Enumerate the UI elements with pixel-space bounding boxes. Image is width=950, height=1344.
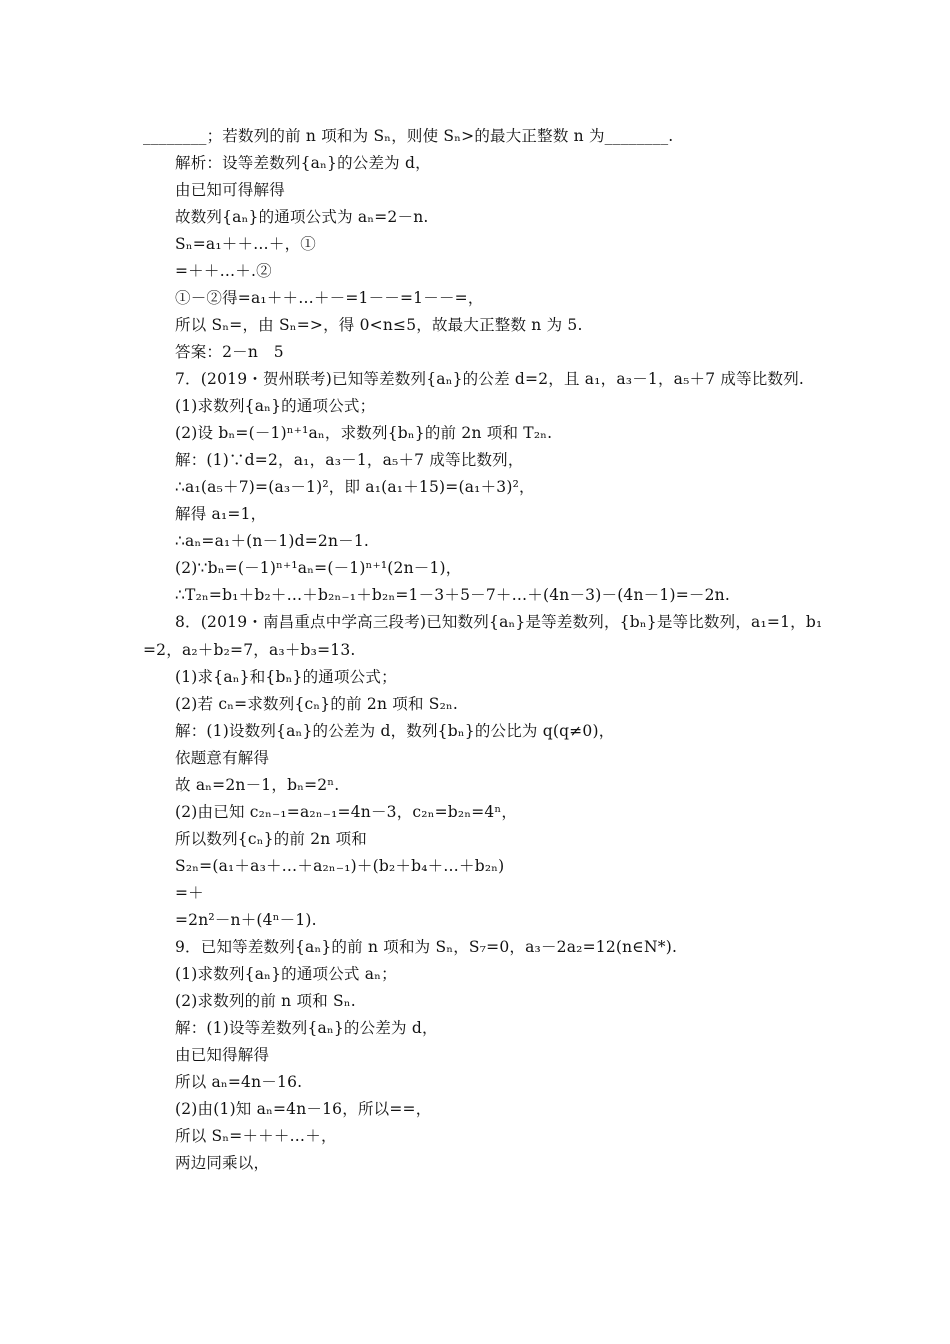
text-line: (1)求{aₙ}和{bₙ}的通项公式； [175,668,397,686]
text-line: 所以 aₙ=4n－16. [175,1073,303,1091]
text-line: 所以数列{cₙ}的前 2n 项和 [175,830,368,848]
text-line: ∴a₁(a₅＋7)=(a₃－1)²，即 a₁(a₁＋15)=(a₁＋3)²， [175,478,535,496]
text-line: 解得 a₁=1， [175,505,267,523]
text-line: 解析：设等差数列{aₙ}的公差为 d， [175,154,431,172]
text-line: ①－②得=a₁＋＋…＋－=1－－=1－－=， [175,289,484,307]
text-line: =＋＋…＋.② [175,262,272,280]
text-line: (2)若 cₙ=求数列{cₙ}的前 2n 项和 S₂ₙ. [175,695,459,713]
text-line: 解：(1)∵d=2，a₁，a₃－1，a₅＋7 成等比数列， [175,451,524,469]
text-line: Sₙ=a₁＋＋…＋，① [175,235,316,253]
text-line: (2)由已知 c₂ₙ₋₁=a₂ₙ₋₁=4n－3，c₂ₙ=b₂ₙ=4ⁿ， [175,803,518,821]
text-line: 所以 Sₙ=＋＋＋…＋， [175,1127,337,1145]
text-line: 所以 Sₙ=，由 Sₙ=>，得 0<n≤5，故最大正整数 n 为 5. [175,316,583,334]
text-line: 9．已知等差数列{aₙ}的前 n 项和为 Sₙ，S₇=0，a₃－2a₂=12(n∈N*). [175,938,678,956]
text-line: S₂ₙ=(a₁＋a₃＋…＋a₂ₙ₋₁)＋(b₂＋b₄＋…＋b₂ₙ) [175,857,505,875]
text-line: 7．(2019・贺州联考)已知等差数列{aₙ}的公差 d=2，且 a₁，a₃－1，a₅＋7 成等比数列. [175,370,805,388]
text-line: 由已知得解得 [175,1046,270,1064]
text-line: (2)∵bₙ=(－1)ⁿ⁺¹aₙ=(－1)ⁿ⁺¹(2n－1)， [175,559,462,577]
text-line: ∴T₂ₙ=b₁＋b₂＋…＋b₂ₙ₋₁＋b₂ₙ=1－3＋5－7＋…＋(4n－3)－(4n－1)=－2n. [175,586,730,604]
text-line: 由已知可得解得 [175,181,285,199]
text-line: =＋ [175,884,204,902]
text-line: (2)设 bₙ=(－1)ⁿ⁺¹aₙ，求数列{bₙ}的前 2n 项和 T₂ₙ. [175,424,553,442]
text-line: =2，a₂＋b₂=7，a₃＋b₃=13. [143,641,356,659]
text-line: =2n²－n＋(4ⁿ－1). [175,911,317,929]
text-line: (2)求数列的前 n 项和 Sₙ. [175,992,356,1010]
text-line: ∴aₙ=a₁＋(n－1)d=2n－1. [175,532,370,550]
text-line: 8．(2019・南昌重点中学高三段考)已知数列{aₙ}是等差数列，{bₙ}是等比数列，a₁=1，b₁ [175,613,823,631]
text-line: 依题意有解得 [175,749,270,767]
text-line: 两边同乘以， [175,1154,270,1172]
text-line: 解：(1)设数列{aₙ}的公差为 d，数列{bₙ}的公比为 q(q≠0)， [175,722,615,740]
text-line: ________；若数列的前 n 项和为 Sₙ，则使 Sₙ>的最大正整数 n 为________. [143,127,674,145]
text-line: 解：(1)设等差数列{aₙ}的公差为 d， [175,1019,438,1037]
text-line: (2)由(1)知 aₙ=4n－16，所以==， [175,1100,432,1118]
text-line: 故 aₙ=2n－1，bₙ=2ⁿ. [175,776,340,794]
text-line: 故数列{aₙ}的通项公式为 aₙ=2－n. [175,208,429,226]
text-line: (1)求数列{aₙ}的通项公式 aₙ； [175,965,397,983]
text-line: 答案：2－n 5 [175,343,284,361]
text-line: (1)求数列{aₙ}的通项公式； [175,397,376,415]
